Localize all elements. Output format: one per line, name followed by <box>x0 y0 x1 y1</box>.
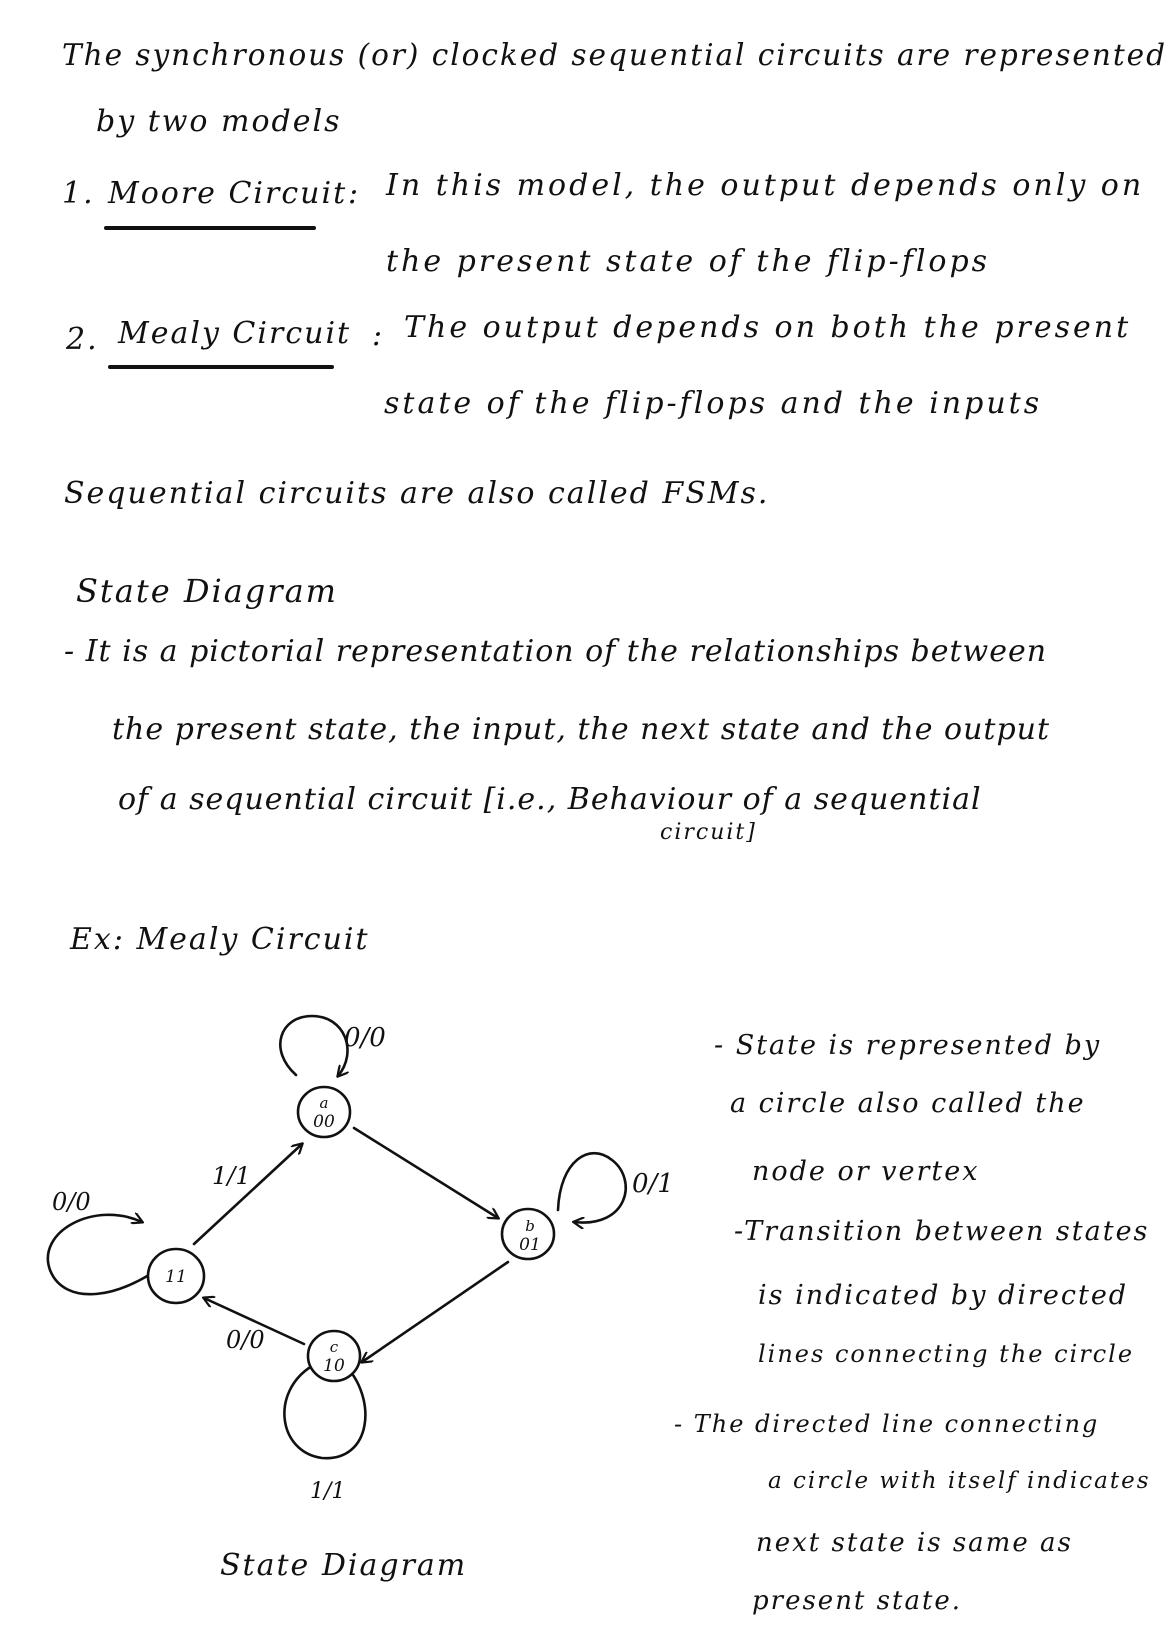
note-1-line-1: - State is represented by <box>714 1030 1102 1061</box>
moore-desc-line-1: In this model, the output depends only on <box>386 168 1145 203</box>
note-3-line-1: - The directed line connecting <box>674 1410 1100 1438</box>
note-3-line-4: present state. <box>752 1586 963 1616</box>
definition-line-2: the present state, the input, the next state and the output <box>112 712 1051 747</box>
mealy-desc-line-2: state of the flip-flops and the inputs <box>384 386 1043 421</box>
label-a-self: 0/0 <box>344 1023 386 1053</box>
moore-sep: : <box>348 176 361 211</box>
label-b-self: 0/1 <box>632 1169 674 1199</box>
mealy-number: 2. <box>66 322 99 357</box>
edge-b-to-c <box>362 1262 508 1362</box>
note-3-line-2: a circle with itself indicates <box>768 1468 1151 1494</box>
edge-a-to-b <box>354 1128 498 1218</box>
state-a-code: 00 <box>313 1112 335 1132</box>
label-d-to-a: 1/1 <box>212 1162 251 1190</box>
note-2-line-1: -Transition between states <box>734 1216 1150 1247</box>
intro-line-1: The synchronous (or) clocked sequential circuits are represented <box>62 38 1167 73</box>
fsm-note: Sequential circuits are also called FSMs. <box>64 476 770 511</box>
example-label: Ex: Mealy Circuit <box>70 922 370 957</box>
note-1-line-2: a circle also called the <box>730 1088 1086 1119</box>
moore-number: 1. <box>62 176 95 211</box>
state-c-code: 10 <box>323 1356 345 1376</box>
mealy-sep: : <box>372 318 385 353</box>
label-d-self: 0/0 <box>52 1188 91 1216</box>
loop-b <box>558 1153 626 1222</box>
state-b-code: 01 <box>519 1235 541 1255</box>
note-2-line-3: lines connecting the circle <box>758 1340 1135 1368</box>
label-c-self: 1/1 <box>310 1479 346 1504</box>
note-3-line-3: next state is same as <box>756 1528 1073 1558</box>
definition-line-4: circuit] <box>660 820 757 845</box>
label-c-to-d: 0/0 <box>226 1326 265 1354</box>
diagram-caption: State Diagram <box>220 1548 468 1583</box>
definition-line-1: - It is a pictorial representation of the relationships between <box>64 634 1048 669</box>
note-2-line-2: is indicated by directed <box>758 1280 1129 1311</box>
mealy-desc-line-1: The output depends on both the present <box>404 310 1132 345</box>
moore-title: Moore Circuit <box>108 176 348 211</box>
intro-line-2: by two models <box>96 104 342 139</box>
moore-desc-line-2: the present state of the flip-flops <box>386 244 991 279</box>
state-b-name: b <box>525 1217 535 1235</box>
state-diagram-heading: State Diagram <box>76 572 338 610</box>
loop-a <box>280 1016 347 1076</box>
mealy-title: Mealy Circuit <box>118 316 352 351</box>
state-11-code: 11 <box>165 1267 187 1287</box>
edge-d-to-a <box>194 1144 302 1244</box>
note-1-line-3: node or vertex <box>752 1156 980 1187</box>
definition-line-3: of a sequential circuit [i.e., Behaviour of a sequential <box>118 782 982 817</box>
state-c-name: c <box>329 1338 339 1356</box>
state-a-name: a <box>319 1094 329 1112</box>
